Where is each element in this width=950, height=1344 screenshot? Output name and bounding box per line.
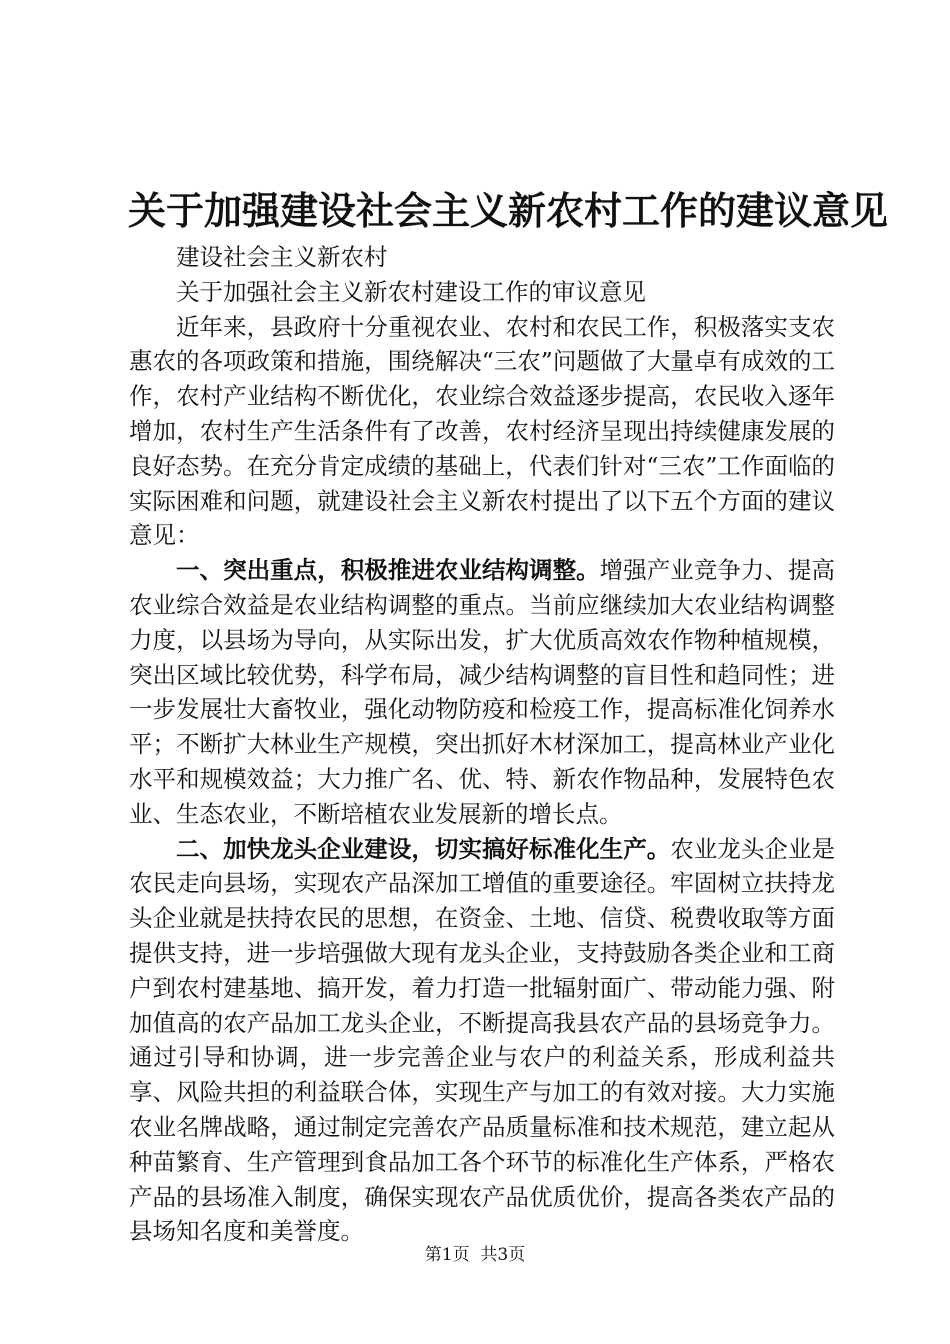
page-total: 共3页 <box>480 1245 526 1265</box>
section-heading-1: 一、突出重点，积极推进农业结构调整。 <box>176 556 600 585</box>
section-body-1: 增强产业竞争力、提高农业综合效益是农业结构调整的重点。当前应继续加大农业结构调整力度，以县场为导向，从实际出发，扩大优质高效农作物种植规模，突出区域比较优势，科学布局，减少结构调整的盲目性和趋同性；进一步发展壮大畜牧业，强化动物防疫和检疫工作，提高标准化饲养水平；不断扩大林业生产规模，突出抓好木材深加工，提高林业产业化水平和规模效益；大力推广名、优、特、新农作物品种，发展特色农业、生态农业，不断培植农业发展新的增长点。 <box>129 556 836 828</box>
section-body-2: 农业龙头企业是农民走向县场，实现农产品深加工增值的重要途径。牢固树立扶持龙头企业就是扶持农民的思想，在资金、土地、信贷、税费收取等方面提供支持，进一步培强做大现有龙头企业，支持鼓励各类企业和工商户到农村建基地、搞开发，着力打造一批辐射面广、带动能力强、附加值高的农产品加工龙头企业，不断提高我县农产品的县场竞争力。通过引导和协调，进一步完善企业与农户的利益关系，形成利益共享、风险共担的利益联合体，实现生产与加工的有效对接。大力实施农业名牌战略，通过制定完善农产品质量标准和技术规范，建立起从种苗繁育、生产管理到食品加工各个环节的标准化生产体系，严格农产品的县场准入制度，确保实现农产品优质优价，提高各类农产品的县场知名度和美誉度。 <box>129 834 836 1246</box>
section-heading-2: 二、加快龙头企业建设，切实搞好标准化生产。 <box>176 834 671 863</box>
page-footer <box>0 1243 950 1267</box>
section-paragraph-1 <box>129 553 835 831</box>
subtitle-line-1: 建设社会主义新农村 <box>176 243 388 271</box>
page-number: 第1页 <box>424 1245 470 1265</box>
document-body <box>129 240 835 1249</box>
section-paragraph-2 <box>129 832 835 1250</box>
document-title: 关于加强建设社会主义新农村工作的建议意见 <box>128 188 889 233</box>
intro-paragraph: 近年来，县政府十分重视农业、农村和农民工作，积极落实支农惠农的各项政策和措施，围绕解决“三农”问题做了大量卓有成效的工作，农村产业结构不断优化，农业综合效益逐步提高，农民收入逐年增加，农村生产生活条件有了改善，农村经济呈现出持续健康发展的良好态势。在充分肯定成绩的基础上，代表们针对“三农”工作面临的实际困难和问题，就建设社会主义新农村提出了以下五个方面的建议意见： <box>129 312 835 550</box>
subtitle-line-2: 关于加强社会主义新农村建设工作的审议意见 <box>176 277 646 306</box>
footer-separator <box>470 1245 481 1265</box>
